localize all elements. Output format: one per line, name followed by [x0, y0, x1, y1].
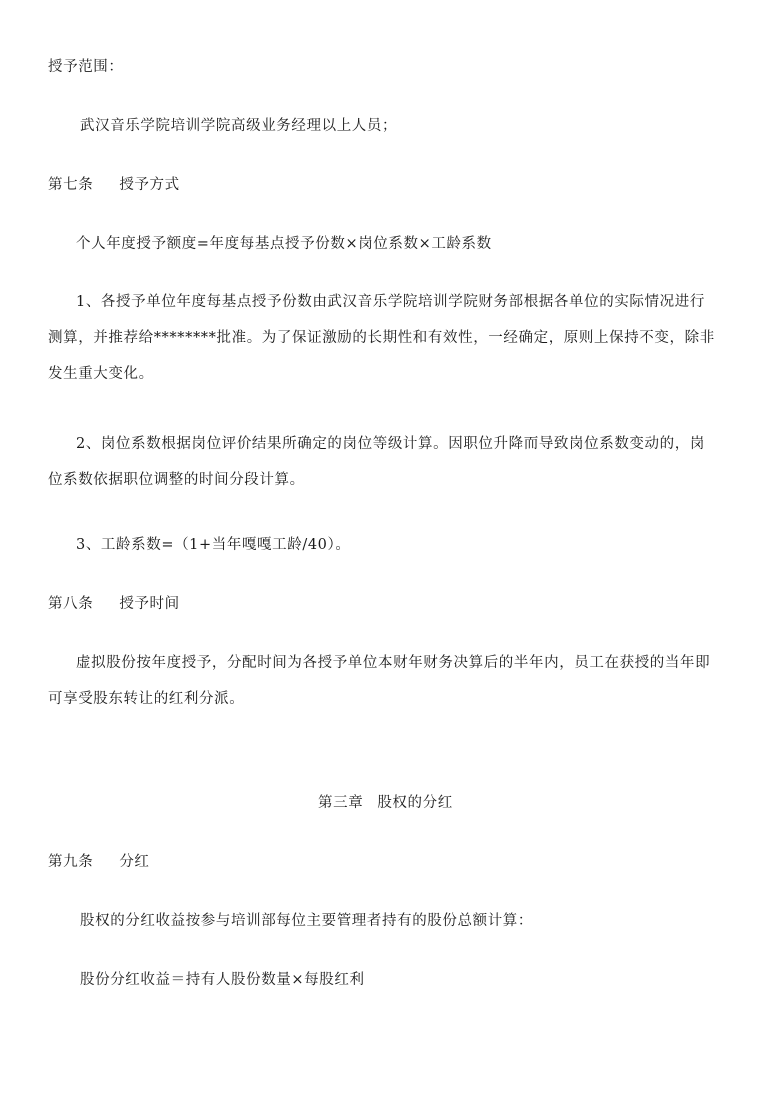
- paragraph-line: 可享受股东转让的红利分派。: [48, 691, 245, 707]
- article-9-number: 第九条: [48, 854, 94, 870]
- paragraph-line: 1、各授予单位年度每基点授予份数由武汉音乐学院培训学院财务部根据各单位的实际情况进行: [76, 294, 705, 310]
- article-9-body: 股权的分红收益按参与培训部每位主要管理者持有的股份总额计算：: [80, 913, 533, 929]
- paragraph-line: 虚拟股份按年度授予，分配时间为各授予单位本财年财务决算后的半年内，员工在获授的当年即: [76, 655, 711, 671]
- paragraph-line: 发生重大变化。: [48, 366, 154, 382]
- chapter-3-title: 股权的分红: [377, 795, 453, 811]
- scope-label: 授予范围：: [48, 59, 124, 75]
- article-7-number: 第七条: [48, 177, 94, 193]
- article-9-formula: 股份分红收益＝持有人股份数量×每股红利: [80, 972, 365, 988]
- chapter-3-number: 第三章: [318, 795, 364, 811]
- paragraph-line: 位系数依据职位调整的时间分段计算。: [48, 472, 305, 488]
- article-9-title: 分红: [119, 854, 150, 870]
- article-8-title: 授予时间: [119, 596, 180, 612]
- article-8-number: 第八条: [48, 596, 94, 612]
- paragraph-line: 2、岗位系数根据岗位评价结果所确定的岗位等级计算。因职位升降而导致岗位系数变动的，岗: [76, 436, 705, 452]
- article-7-item-3: 3、工龄系数=（1+当年嘎嘎工龄/40）。: [76, 537, 351, 553]
- article-7-title: 授予方式: [119, 177, 180, 193]
- article-7-formula: 个人年度授予额度=年度每基点授予份数×岗位系数×工龄系数: [76, 236, 492, 252]
- scope-text: 武汉音乐学院培训学院高级业务经理以上人员；: [80, 118, 398, 134]
- article-9-heading: [48, 851, 150, 873]
- chapter-3-heading: [318, 792, 453, 814]
- article-7-item-2: [48, 433, 728, 491]
- article-8-heading: [48, 593, 180, 615]
- article-8-body: [48, 652, 728, 710]
- paragraph-line: 测算，并推荐给********批准。为了保证激励的长期性和有效性，一经确定，原则上保持不变，除非: [48, 330, 715, 346]
- article-7-item-1: [48, 291, 728, 385]
- article-7-heading: [48, 174, 180, 196]
